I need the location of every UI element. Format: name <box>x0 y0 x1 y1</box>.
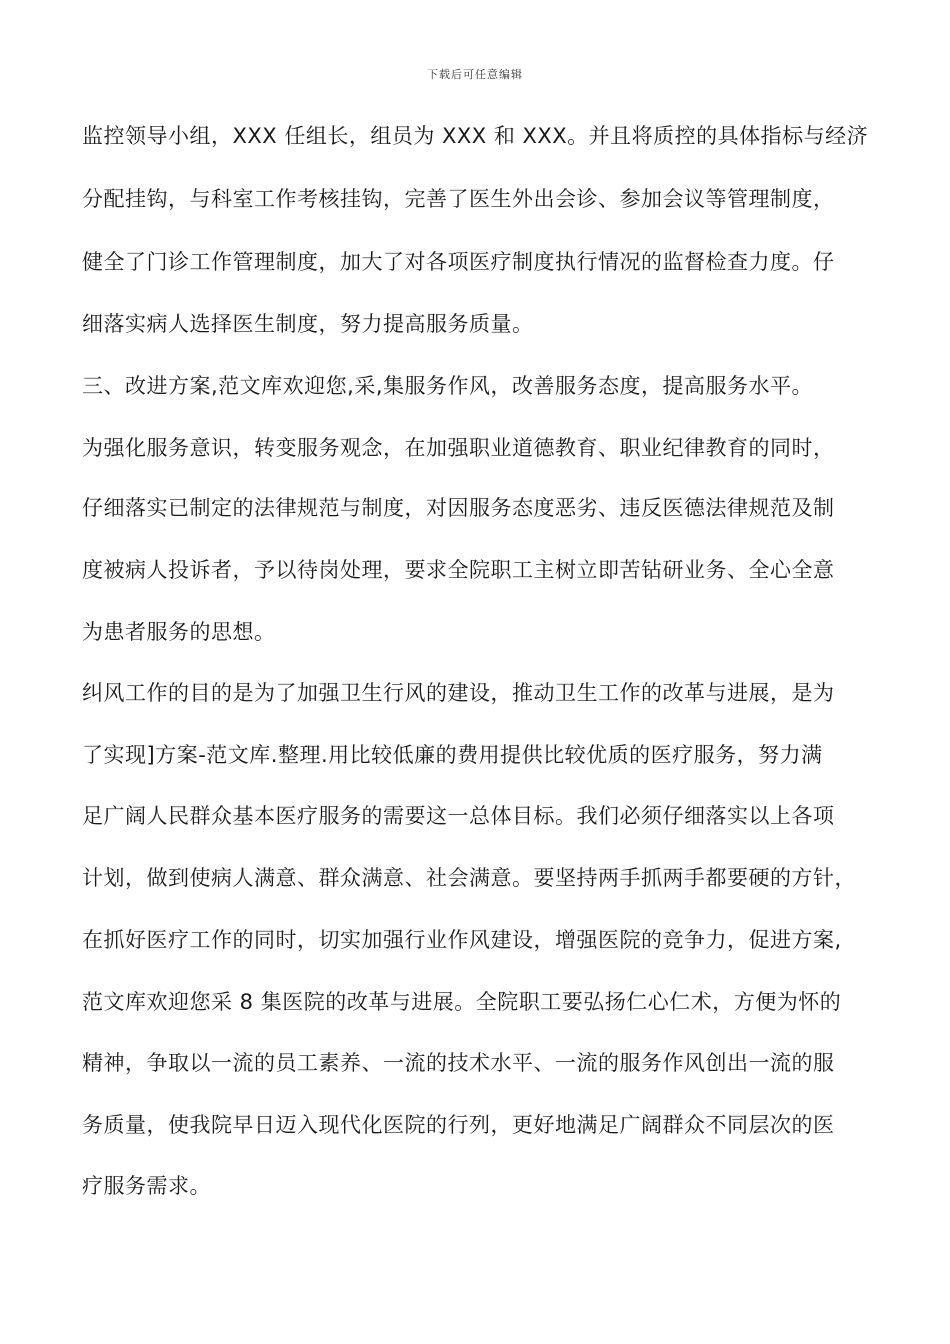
text-line: 健全了门诊工作管理制度，加大了对各项医疗制度执行情况的监督检查力度。仔 <box>82 250 835 274</box>
text-line: 务质量，使我院早日迈入现代化医院的行列，更好地满足广阔群众不同层次的医 <box>82 1113 835 1137</box>
text-line: 在抓好医疗工作的同时，切实加强行业作风建设，增强医院的竞争力，促进方案, <box>82 928 842 952</box>
text-line: 范文库欢迎您采 8 集医院的改革与进展。全院职工要弘扬仁心仁术，方便为怀的 <box>82 990 842 1014</box>
text-line: 为强化服务意识，转变服务观念，在加强职业道德教育、职业纪律教育的同时， <box>82 436 835 460</box>
text-line: 分配挂钩，与科室工作考核挂钩，完善了医生外出会诊、参加会议等管理制度， <box>82 187 835 211</box>
text-line: 纠风工作的目的是为了加强卫生行风的建设，推动卫生工作的改革与进展，是为 <box>82 681 835 705</box>
text-line: 疗服务需求。 <box>82 1174 211 1198</box>
text-line: 仔细落实已制定的法律规范与制度，对因服务态度恶劣、违反医德法律规范及制 <box>82 496 835 520</box>
text-line: 精神，争取以一流的员工素养、一流的技术水平、一流的服务作风创出一流的服 <box>82 1051 835 1075</box>
text-line: 计划，做到使病人满意、群众满意、社会满意。要坚持两手抓两手都要硬的方针， <box>82 866 856 890</box>
text-line: 为患者服务的思想。 <box>82 620 276 644</box>
text-line: 度被病人投诉者，予以待岗处理，要求全院职工主树立即苦钻研业务、全心全意 <box>82 558 835 582</box>
text-line: 监控领导小组，XXX 任组长，组员为 XXX 和 XXX。并且将质控的具体指标与经济 <box>82 124 869 148</box>
text-line: 足广阔人民群众基本医疗服务的需要这一总体目标。我们必须仔细落实以上各项 <box>82 804 835 828</box>
section-heading: 三、改进方案,范文库欢迎您,采,集服务作风，改善服务态度，提高服务水平。 <box>82 374 814 398</box>
page-header: 下载后可任意编辑 <box>427 68 523 81</box>
text-line: 细落实病人选择医生制度，努力提高服务质量。 <box>82 312 534 336</box>
text-line: 了实现]方案-范文库.整理.用比较低廉的费用提供比较优质的医疗服务，努力满 <box>82 743 823 767</box>
